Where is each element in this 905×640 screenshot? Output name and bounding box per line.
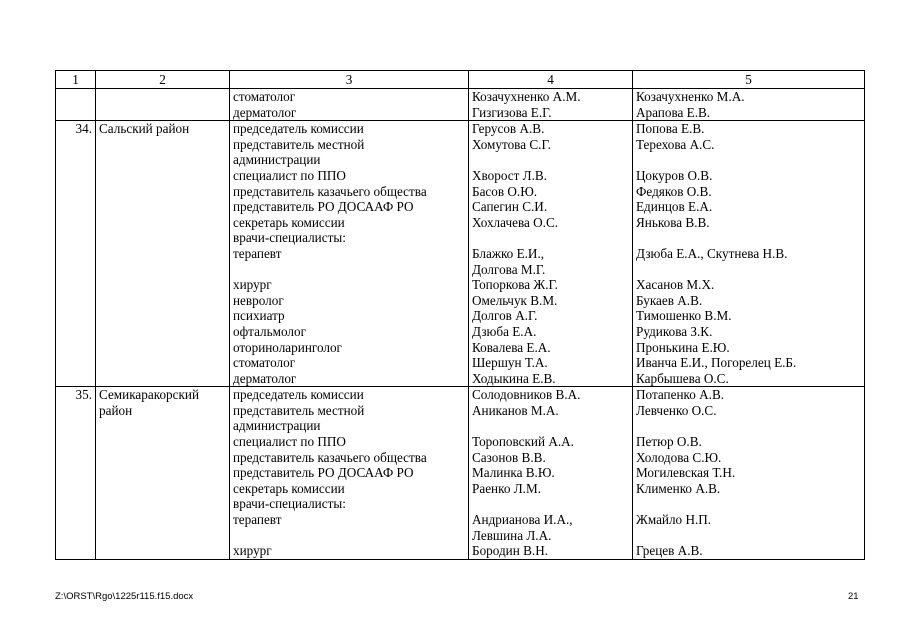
role-line: невролог xyxy=(233,292,284,308)
member-cell xyxy=(469,387,633,560)
reserve-name: Потапенко А.В. xyxy=(636,387,725,403)
reserve-name: Букаев А.В. xyxy=(636,292,703,308)
member-name: Блажко Е.И., xyxy=(472,245,545,261)
role-line: психиатр xyxy=(233,308,285,324)
header-cell: 4 xyxy=(469,71,633,89)
member-name: Хомутова С.Г. xyxy=(472,136,551,152)
member-name: Ковалева Е.А. xyxy=(472,339,551,355)
role-line: терапевт xyxy=(233,512,282,528)
member-name: Ходыкина Е.В. xyxy=(472,370,556,386)
reserve-name: Левченко О.С. xyxy=(636,402,717,418)
reserve-name xyxy=(636,418,861,434)
role-line: офтальмолог xyxy=(233,323,306,339)
role-line: оториноларинголог xyxy=(233,339,342,355)
header-cell: 2 xyxy=(96,71,230,89)
role-line: представитель РО ДОСААФ РО xyxy=(233,465,414,481)
reserve-name: Янькова В.В. xyxy=(636,214,710,230)
role-line: представитель казачьего общества xyxy=(233,183,427,199)
reserve-cell xyxy=(633,89,865,121)
reserve-name xyxy=(636,152,861,168)
reserve-cell xyxy=(633,387,865,560)
reserve-name: Терехова А.С. xyxy=(636,136,715,152)
reserve-name: Петюр О.В. xyxy=(636,434,702,450)
role-line: представитель местной xyxy=(233,402,365,418)
role-line: специалист по ППО xyxy=(233,167,346,183)
reserve-name xyxy=(636,230,861,246)
member-name: Хворост Л.В. xyxy=(472,167,548,183)
member-cell xyxy=(469,121,633,387)
role-line: секретарь комиссии xyxy=(233,480,345,496)
reserve-name: Грецев А.В. xyxy=(636,543,703,559)
member-name: Омельчук В.М. xyxy=(472,292,558,308)
member-name: Долгова М.Г. xyxy=(472,261,546,277)
row-number-cell: 34. xyxy=(56,121,96,387)
district-cell xyxy=(96,89,230,121)
role-line: терапевт xyxy=(233,245,282,261)
header-cell: 5 xyxy=(633,71,865,89)
member-name: Солодовников В.А. xyxy=(472,387,581,403)
role-line xyxy=(233,528,465,544)
role-line: представитель РО ДОСААФ РО xyxy=(233,199,414,215)
footer-page-number: 21 xyxy=(848,591,859,602)
member-name: Малинка В.Ю. xyxy=(472,465,555,481)
role-line: дерматолог xyxy=(233,370,297,386)
role-line: врачи-специалисты: xyxy=(233,496,346,512)
header-cell: 1 xyxy=(56,71,96,89)
role-line xyxy=(233,262,465,278)
reserve-name: Карбышева О.С. xyxy=(636,370,729,386)
reserve-name: Единцов Е.А. xyxy=(636,199,713,215)
reserve-name: Тимошенко В.М. xyxy=(636,308,732,324)
role-line: председатель комиссии xyxy=(233,121,364,137)
reserve-name: Дзюба Е.А., Скутнева Н.В. xyxy=(636,245,788,261)
role-line: врачи-специалисты: xyxy=(233,230,346,246)
commission-table xyxy=(55,70,865,560)
role-line: председатель комиссии xyxy=(233,387,364,403)
header-row xyxy=(56,71,865,89)
role-line: администрации xyxy=(233,152,321,168)
reserve-name: Холодова С.Ю. xyxy=(636,449,722,465)
member-name: Герусов А.В. xyxy=(472,121,545,137)
district-cell xyxy=(96,121,230,387)
role-line: хирург xyxy=(233,543,272,559)
reserve-name: Хасанов М.Х. xyxy=(636,277,715,293)
member-name: Басов О.Ю. xyxy=(472,183,538,199)
table-body xyxy=(56,89,865,560)
role-line: стоматолог xyxy=(233,89,296,104)
reserve-name: Могилевская Т.Н. xyxy=(636,465,736,481)
reserve-cell xyxy=(633,121,865,387)
role-line: дерматолог xyxy=(233,104,297,120)
member-name: Сазонов В.В. xyxy=(472,449,546,465)
member-name: Хохлачева О.С. xyxy=(472,214,559,230)
member-name: Долгов А.Г. xyxy=(472,308,538,324)
member-cell xyxy=(469,89,633,121)
member-name: Козачухненко А.М. xyxy=(472,89,581,104)
member-name: Шершун Т.А. xyxy=(472,355,548,371)
role-line: представитель казачьего общества xyxy=(233,449,427,465)
role-cell xyxy=(230,89,469,121)
member-name: Топоркова Ж.Г. xyxy=(472,277,558,293)
member-name: Аниканов М.А. xyxy=(472,402,559,418)
district-line: Семикаракорский xyxy=(99,387,200,403)
member-name xyxy=(472,230,629,246)
reserve-name: Жмайло Н.П. xyxy=(636,512,712,528)
role-line: представитель местной xyxy=(233,136,365,152)
role-cell xyxy=(230,387,469,560)
reserve-name: Арапова Е.В. xyxy=(636,104,711,120)
reserve-name xyxy=(636,262,861,278)
header-cell: 3 xyxy=(230,71,469,89)
role-line: секретарь комиссии xyxy=(233,214,345,230)
reserve-name: Пронькина Е.Ю. xyxy=(636,339,730,355)
footer-file-path: Z:\ORST\Rgo\1225r115.f15.docx xyxy=(55,591,194,602)
member-name: Сапегин С.И. xyxy=(472,199,548,215)
member-name xyxy=(472,152,629,168)
reserve-name: Цокуров О.В. xyxy=(636,167,713,183)
member-name: Тороповский А.А. xyxy=(472,434,574,450)
role-line: специалист по ППО xyxy=(233,434,346,450)
district-line: район xyxy=(99,402,133,418)
reserve-name xyxy=(636,528,861,544)
table-row xyxy=(56,121,865,387)
reserve-name: Попова Е.В. xyxy=(636,121,705,137)
member-name: Бородин В.Н. xyxy=(472,543,549,559)
member-name xyxy=(472,496,629,512)
role-line: администрации xyxy=(233,418,321,434)
reserve-name: Федяков О.В. xyxy=(636,183,712,199)
role-line: стоматолог xyxy=(233,355,296,371)
district-cell xyxy=(96,387,230,560)
district-line: Сальский район xyxy=(99,121,190,137)
role-cell xyxy=(230,121,469,387)
member-name: Дзюба Е.А. xyxy=(472,323,537,339)
table-row xyxy=(56,387,865,560)
member-name: Левшина Л.А. xyxy=(472,527,552,543)
member-name xyxy=(472,418,629,434)
member-name: Андрианова И.А., xyxy=(472,512,573,528)
row-number-cell xyxy=(56,89,96,121)
member-name: Раенко Л.М. xyxy=(472,480,541,496)
reserve-name xyxy=(636,496,861,512)
table-row xyxy=(56,89,865,121)
reserve-name: Рудикова З.К. xyxy=(636,323,713,339)
reserve-name: Козачухненко М.А. xyxy=(636,89,745,104)
reserve-name: Клименко А.В. xyxy=(636,480,721,496)
reserve-name: Иванча Е.И., Погорелец Е.Б. xyxy=(636,355,797,371)
role-line: хирург xyxy=(233,277,272,293)
member-name: Гизгизова Е.Г. xyxy=(472,104,552,120)
row-number-cell: 35. xyxy=(56,387,96,560)
